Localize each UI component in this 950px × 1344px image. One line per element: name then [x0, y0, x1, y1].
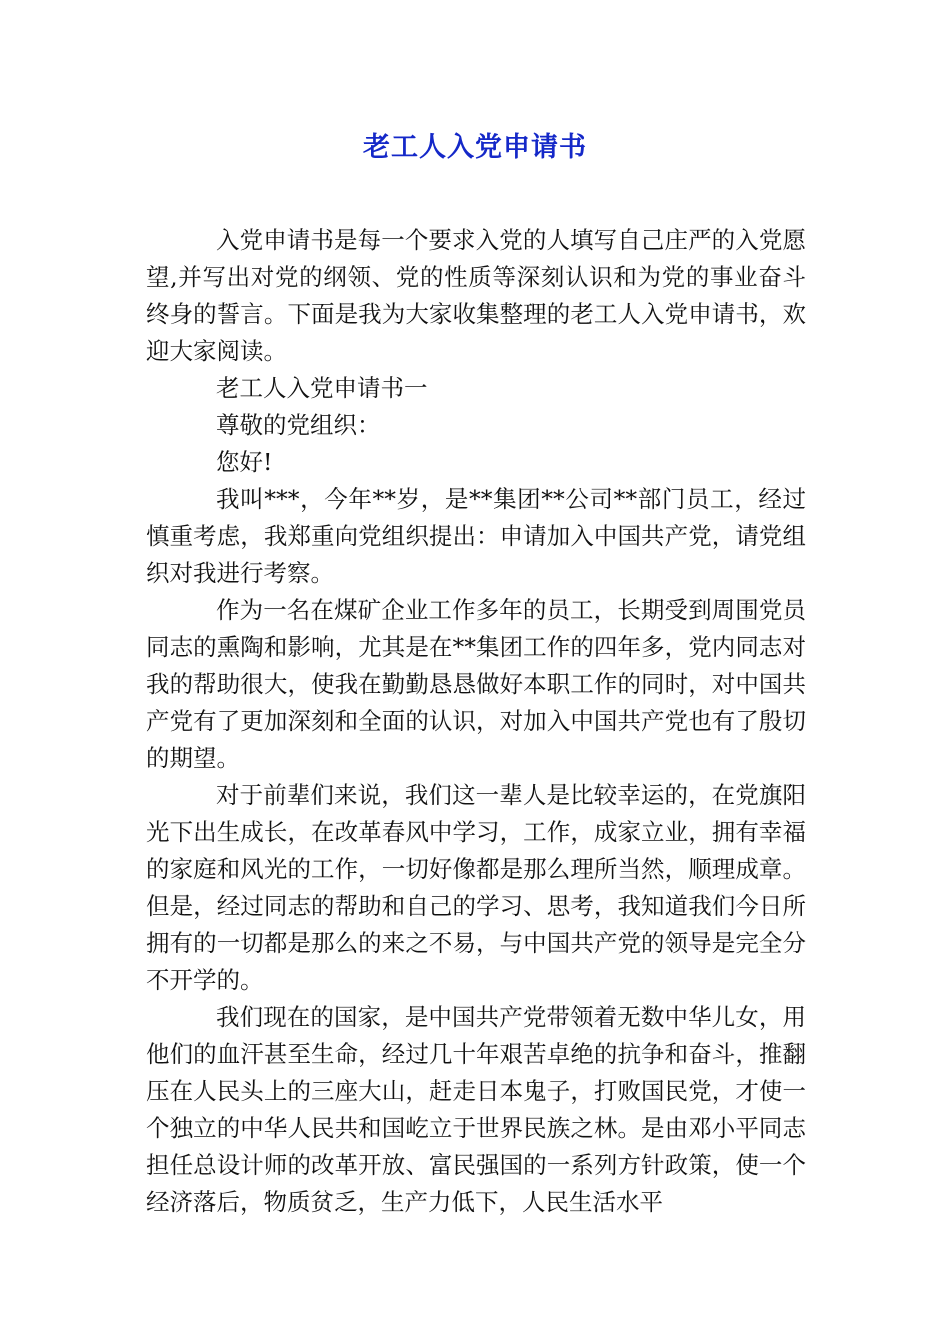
section-heading: 老工人入党申请书一: [216, 374, 428, 402]
intro-paragraph: 入党申请书是每一个要求入党的人填写自己庄严的入党愿望,并写出对党的纲领、党的性质等深刻认识和为党的事业奋斗终身的誓言。下面是我为大家收集整理的老工人入党申请书，欢迎大家阅读。: [146, 226, 806, 365]
document-body: [146, 222, 806, 1221]
body-paragraph-4: 我们现在的国家，是中国共产党带领着无数中华儿女，用他们的血汗甚至生命，经过几十年艰苦卓绝的抗争和奋斗，推翻压在人民头上的三座大山，赶走日本鬼子，打败国民党，才使一个独立的中华人民共和国屹立于世界民族之林。是由邓小平同志担任总设计师的改革开放、富民强国的一系列方针政策，使一个经济落后，物质贫乏，生产力低下，人民生活水平: [146, 1003, 806, 1216]
body-paragraph-1: 我叫***，今年**岁，是**集团**公司**部门员工，经过慎重考虑，我郑重向党组织提出：申请加入中国共产党，请党组织对我进行考察。: [146, 485, 806, 587]
salutation: 尊敬的党组织：: [216, 411, 381, 439]
body-paragraph-3: 对于前辈们来说，我们这一辈人是比较幸运的，在党旗阳光下出生成长，在改革春风中学习，工作，成家立业，拥有幸福的家庭和风光的工作，一切好像都是那么理所当然，顺理成章。但是，经过同志的帮助和自己的学习、思考，我知道我们今日所拥有的一切都是那么的来之不易，与中国共产党的领导是完全分不开学的。: [146, 781, 806, 994]
body-paragraph-2: 作为一名在煤矿企业工作多年的员工，长期受到周围党员同志的熏陶和影响，尤其是在**集团工作的四年多，党内同志对我的帮助很大，使我在勤勤恳恳做好本职工作的同时，对中国共产党有了更加深刻和全面的认识，对加入中国共产党也有了殷切的期望。: [146, 596, 806, 772]
document-title: 老工人入党申请书: [363, 132, 587, 163]
greeting: 您好!: [216, 448, 273, 476]
